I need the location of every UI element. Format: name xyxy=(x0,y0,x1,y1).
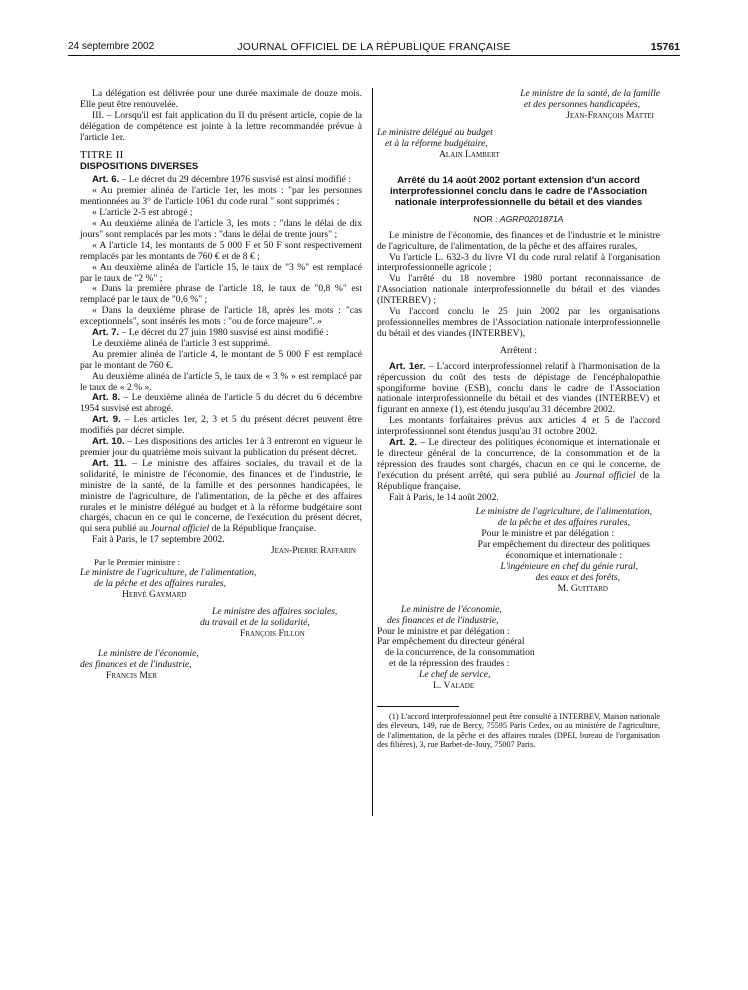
nor-label: NOR : xyxy=(473,213,500,224)
paragraph: Au premier alinéa de l'article 4, le montant de 5 000 F est remplacé par le montant de 760 €. xyxy=(80,348,362,371)
article-text: – Le deuxième alinéa de l'article 5 du décret du 6 décembre 1954 susvisé est abrogé. xyxy=(80,392,362,415)
signatory-title: Le ministre de l'économie, xyxy=(401,603,502,615)
article-2 xyxy=(377,438,660,493)
article-10 xyxy=(80,437,362,459)
article-label: Art. 2. xyxy=(389,437,418,449)
paragraph: Les montants forfaitaires prévus aux articles 4 et 5 de l'accord interprofessionnel sont étendus jusqu'au 31 octobre 2002. xyxy=(377,415,660,438)
signatory-title: Le ministre de la santé, de la famille xyxy=(520,88,660,99)
article-label: Art. 1er. xyxy=(389,360,426,372)
article-text: – Le directeur des politiques économique et internationale et le directeur général de la concurrence, de la consommation et de la répression des fraudes sont chargés, chacun en ce qui le concerne, de l'exécution du présent arrêté, qui sera publié au xyxy=(377,437,660,481)
signatory-title: des finances et de l'industrie, xyxy=(80,659,192,671)
nor-reference xyxy=(377,214,660,225)
delegation-line: Par empêchement du directeur général xyxy=(377,636,525,648)
signatory-title: Le ministre des affaires sociales, xyxy=(212,605,338,617)
delegation-line: Pour le ministre et par délégation : xyxy=(377,625,510,637)
article-text: – Le décret du 27 juin 1980 susvisé est ainsi modifié : xyxy=(119,327,329,339)
article-9 xyxy=(80,415,362,437)
arrete-title: Arrêté du 14 août 2002 portant extension d'un accord interprofessionnel conclu dans le cadre de l'Association nationale interprofessionnelle du bétail et des viandes xyxy=(389,175,648,209)
page-header xyxy=(0,0,748,60)
signature-date: Fait à Paris, le 14 août 2002. xyxy=(389,491,499,503)
paragraph: Vu l'article L. 632-3 du livre VI du code rural relatif à l'organisation interprofessionnelle agricole ; xyxy=(377,251,660,274)
article-8 xyxy=(80,393,362,415)
signatory-name: Jean-François Mattei xyxy=(566,109,654,121)
signatory-title: de la pêche et des affaires rurales, xyxy=(497,517,630,529)
article-label: Art. 9. xyxy=(92,414,121,426)
article-label: Art. 6. xyxy=(92,174,120,186)
article-text: – Le décret du 29 décembre 1976 susvisé est ainsi modifié : xyxy=(119,174,351,186)
paragraph: III. – Lorsqu'il est fait application du II du présent article, copie de la délégation de compétence est jointe à la lettre recommandée prévue à l'article 1er. xyxy=(80,109,362,143)
paragraph: Le deuxième alinéa de l'article 3 est supprimé. xyxy=(92,337,271,349)
article-text: – Les articles 1er, 2, 3 et 5 du présent décret peuvent être modifiés par décret simple. xyxy=(80,414,362,437)
signatory-title: des eaux et des forêts, xyxy=(535,571,620,583)
paragraph: « Dans la deuxième phrase de l'article 18, après les mots : "cas exceptionnels", sont insérés les mots : "ou de force majeure". » xyxy=(80,305,362,328)
paragraph: « Au deuxième alinéa de l'article 3, les mots : "dans le délai de dix jours" sont remplacés par les mots : "dans le délai de trente jours" ; xyxy=(80,217,362,240)
journal-title: JOURNAL OFFICIEL DE LA RÉPUBLIQUE FRANÇAISE xyxy=(237,41,511,53)
delegation-line: économique et internationale : xyxy=(505,550,622,562)
delegation-line: Pour le ministre et par délégation : xyxy=(481,528,614,540)
paragraph: Vu l'accord conclu le 25 juin 2002 par les organisations professionnelles membres de l'Association nationale interprofessionnelle du bétail et des viandes (INTERBEV), xyxy=(377,306,660,339)
nor-code: AGRP0201871A xyxy=(499,213,564,224)
article-label: Art. 7. xyxy=(92,327,120,339)
column-divider xyxy=(372,88,373,816)
paragraph: Vu l'arrêté du 18 novembre 1980 portant reconnaissance de l'Association nationale interprofessionnelle du bétail et des viandes (INTERBEV) ; xyxy=(377,273,660,307)
paragraph: « A l'article 14, les montants de 5 000 F et 50 F sont respectivement remplacés par les montants de 760 € et de 8 € ; xyxy=(80,239,362,262)
delegation-line: et de la répression des fraudes : xyxy=(389,658,510,670)
paragraph: « L'article 2-5 est abrogé ; xyxy=(92,207,193,219)
signatory-name: M. Guittard xyxy=(557,582,608,594)
signatory-title: des finances et de l'industrie, xyxy=(387,614,499,626)
section-heading: DISPOSITIONS DIVERSES xyxy=(80,161,199,173)
header-date: 24 septembre 2002 xyxy=(68,41,155,52)
paragraph: « Dans la première phrase de l'article 18, le taux de "0,8 %" est remplacé par le taux de "0,6 %" ; xyxy=(80,283,362,306)
signatory-name: François Fillon xyxy=(240,627,305,639)
paragraph: La délégation est délivrée pour une durée maximale de douze mois. Elle peut être renouvelée. xyxy=(80,88,362,110)
header-rule xyxy=(68,55,680,56)
article-text: de la République française. xyxy=(209,523,317,535)
signature-by: Par le Premier ministre : xyxy=(94,557,180,568)
journal-reference: Journal officiel xyxy=(574,469,636,481)
signatory-title: Le chef de service, xyxy=(419,669,491,681)
arretent: Arrêtent : xyxy=(499,344,538,356)
signatory-title: Le ministre délégué au budget xyxy=(377,126,493,138)
signatory-title: Le ministre de l'agriculture, de l'alimentation, xyxy=(80,566,257,578)
signatory-title: et des personnes handicapées, xyxy=(523,98,640,110)
signatory-name: Hervé Gaymard xyxy=(122,588,187,600)
signatory-name: Francis Mer xyxy=(106,670,157,682)
paragraph: Le ministre de l'économie, des finances et de l'industrie et le ministre de l'agriculture, de l'alimentation, de la pêche et des affaires rurales, xyxy=(377,229,660,252)
article-label: Art. 11. xyxy=(92,457,127,469)
article-text: – Les dispositions des articles 1er à 3 entreront en vigueur le premier jour du quatrième mois suivant la publication du présent décret. xyxy=(80,436,362,458)
signatory-name: Jean-Pierre Raffarin xyxy=(270,545,356,557)
signature-date: Fait à Paris, le 17 septembre 2002. xyxy=(92,534,225,546)
title-heading: TITRE II xyxy=(80,148,124,161)
signatory-title: L'ingénieure en chef du génie rural, xyxy=(500,561,638,573)
article-11 xyxy=(80,459,362,535)
signatory-name: Alain Lambert xyxy=(439,148,500,160)
article-text: – Le ministre des affaires sociales, du travail et de la solidarité, le ministre de l'économie, des finances et de l'industrie, le ministre de la santé, de la famille et des personnes handicapées, le ministre de l'agriculture, de l'alimentation, de la pêche et des affaires rurales et le ministre délégué au budget et à la réforme budgétaire sont chargés, chacun en ce qui le concerne, de l'exécution du présent décret, qui sera publié au xyxy=(80,457,362,535)
right-column xyxy=(377,89,660,750)
footnote-rule xyxy=(377,706,459,707)
paragraph: Au deuxième alinéa de l'article 5, le taux de « 3 % » est remplacé par le taux de « 2 % ». xyxy=(80,370,362,393)
article-1 xyxy=(377,362,660,417)
article-label: Art. 8. xyxy=(92,392,121,404)
article-text: – L'accord interprofessionnel relatif à l'harmonisation de la répercussion du coût des tests de dépistage de l'encéphalopathie spongiforme bovine (ESB), conclu dans le cadre de l'Association nationale interprofessionnelle du bétail et des viandes (INTERBEV) et figurant en annexe (1), est étendu jusqu'au 31 décembre 2002. xyxy=(377,360,661,416)
paragraph: « Au deuxième alinéa de l'article 15, le taux de "3 %" est remplacé par le taux de "2 %" ; xyxy=(80,261,362,284)
article-text: de la République française. xyxy=(377,469,660,492)
signatory-title: Le ministre de l'agriculture, de l'alimentation, xyxy=(475,506,652,518)
article-label: Art. 10. xyxy=(92,436,125,448)
paragraph: « Au premier alinéa de l'article 1er, les mots : "par les personnes mentionnées au 3° de l'article 1061 du code rural " sont supprimés ; xyxy=(80,185,362,208)
signatory-title: Le ministre de l'économie, xyxy=(98,648,199,660)
footnote: (1) L'accord interprofessionnel peut être consulté à INTERBEV, Maison nationale des éleveurs, 149, rue de Bercy, 75595 Paris Cedex, ou au ministère de l'agriculture, de l'alimentation, de la pêche et des affaires rurales (DPEI, bureau de l'organisation des filières), 3, rue Barbet-de-Jouy, 75007 Paris. xyxy=(377,711,660,750)
journal-reference: Journal officiel xyxy=(150,523,210,535)
delegation-line: Par empêchement du directeur des politiques xyxy=(477,539,650,551)
signatory-name: L. Valade xyxy=(433,680,475,692)
page-number: 15761 xyxy=(650,41,680,53)
signatory-title: du travail et de la solidarité, xyxy=(200,616,310,628)
signatory-title: de la pêche et des affaires rurales, xyxy=(94,577,227,589)
signatory-title: et à la réforme budgétaire, xyxy=(385,137,488,149)
left-column xyxy=(80,89,362,682)
delegation-line: de la concurrence, de la consommation xyxy=(385,647,535,659)
